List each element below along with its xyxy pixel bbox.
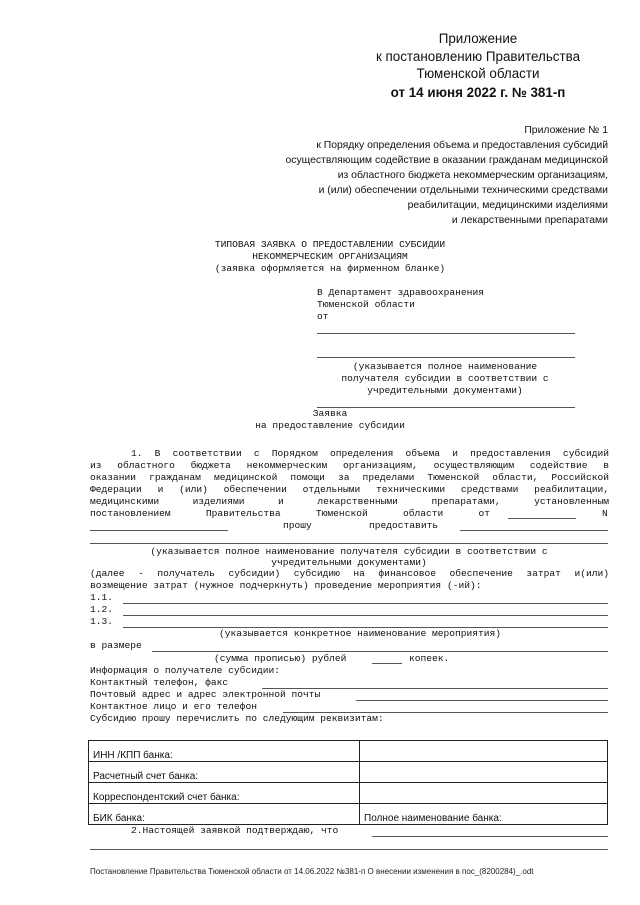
recipient-hint-2: учредительными документами) <box>271 557 427 568</box>
provide-word: предоставить <box>369 520 439 531</box>
request-subtitle: на предоставление субсидии <box>255 420 405 431</box>
addressee-dept: В Департамент здравоохранения <box>317 287 484 298</box>
para2-text: 2.Настоящей заявкой подтверждаю, что <box>131 825 339 836</box>
header-decree: к постановлению Правительства <box>375 49 581 64</box>
transfer-label: Субсидию прошу перечислить по следующим реквизитам: <box>90 713 384 724</box>
bank-details-table <box>88 740 608 825</box>
provide-field <box>460 530 608 531</box>
event-item-2: 1.2. <box>90 604 114 615</box>
address-field <box>356 700 608 701</box>
amount-hint: (сумма прописью) рублей <box>214 653 347 664</box>
event-item-3: 1.3. <box>90 616 114 627</box>
form-title-2: НЕКОММЕРЧЕСКИМ ОРГАНИЗАЦИЯМ <box>252 251 408 262</box>
para1-line: постановлением Правительства Тюменской области от <box>90 508 490 519</box>
para1-line: возмещение затрат (нужное подчеркнуть) проведение мероприятия (-ий): <box>90 580 482 591</box>
inn-label: ИНН /КПП банка: <box>89 741 360 762</box>
amount-field <box>152 651 608 652</box>
table-row <box>89 804 608 825</box>
para1-line: 1. В соответствии с Порядком определения объема и предоставления субсидий <box>131 448 609 459</box>
address-label: Почтовый адрес и адрес электронной почты <box>90 689 321 700</box>
event-field-2 <box>123 615 608 616</box>
header-region: Тюменской области <box>416 66 540 81</box>
addressee-hint: (указывается полное наименование <box>352 361 538 372</box>
table-row <box>89 762 608 783</box>
decree-number-field <box>90 530 228 531</box>
form-title: ТИПОВАЯ ЗАЯВКА О ПРЕДОСТАВЛЕНИИ СУБСИДИИ <box>214 239 446 250</box>
para1-line: оказании гражданам медицинской помощи за пределами Тюменской области, Российской <box>90 472 609 483</box>
event-item-1: 1.1. <box>90 592 114 603</box>
account-value <box>360 762 608 783</box>
event-hint: (указывается конкретное наименование мероприятия) <box>218 628 502 639</box>
addressee-hint-3: учредительными документами) <box>367 385 523 396</box>
event-field-1 <box>123 603 608 604</box>
corr-account-label: Корреспондентский счет банка: <box>89 783 360 804</box>
para1-line: из областного бюджета некоммерческим организациям, осуществляющим содействие в <box>90 460 609 471</box>
addressee-hint-2: получателя субсидии в соответствии с <box>341 373 549 384</box>
annex-line: осуществляющим содействие в оказании гражданам медицинской <box>285 155 608 166</box>
from-line-2 <box>317 357 575 358</box>
annex-line: из областного бюджета некоммерческим организациям, <box>337 170 608 181</box>
para1-line: Федерации и (или) обеспечении отдельными техническими средствами реабилитации, <box>90 484 609 495</box>
form-subtitle: (заявка оформляется на фирменном бланке) <box>214 263 446 274</box>
footer-filename: Постановление Правительства Тюменской области от 14.06.2022 №381-п О внесении изменения в пос_(8200284)_.odt <box>90 867 534 876</box>
corr-account-value <box>360 783 608 804</box>
bank-fullname-label: Полное наименование банка: <box>360 804 608 825</box>
request-word: прошу <box>283 520 312 531</box>
annex-line: и лекарственными препаратами <box>451 215 608 226</box>
para1-line: (далее - получатель субсидии) субсидию на финансовое обеспечение затрат и(или) <box>90 568 609 579</box>
table-row <box>89 783 608 804</box>
para2-field <box>372 836 608 837</box>
kopeks-field <box>372 663 402 664</box>
contact-label: Контактное лицо и его телефон <box>90 701 257 712</box>
addressee-region: Тюменской области <box>317 299 415 310</box>
annex-line: реабилитации, медицинскими изделиями <box>407 200 608 211</box>
para2-field-2 <box>90 849 608 850</box>
account-label: Расчетный счет банка: <box>89 762 360 783</box>
para1-line: медицинскими изделиями и лекарственными препаратами, установленным <box>90 496 609 507</box>
annex-line: и (или) обеспечении отдельными техническими средствами <box>318 185 608 196</box>
recipient-name-field <box>90 543 608 544</box>
from-line-1 <box>317 333 575 334</box>
inn-value <box>360 741 608 762</box>
number-sign: N <box>602 508 608 519</box>
addressee-from: от <box>317 311 329 322</box>
recipient-info-title: Информация о получателе субсидии: <box>90 665 280 676</box>
amount-label: в размере <box>90 640 142 651</box>
request-title: Заявка <box>312 408 348 419</box>
table-row <box>89 741 608 762</box>
header-date: от 14 июня 2022 г. № 381-п <box>390 85 566 100</box>
phone-label: Контактный телефон, факс <box>90 677 229 688</box>
header-appendix: Приложение <box>438 31 518 46</box>
annex-line: к Порядку определения объема и предоставления субсидий <box>316 140 608 151</box>
bik-label: БИК банка: <box>89 804 360 825</box>
recipient-hint: (указывается полное наименование получателя субсидии в соответствии с <box>150 546 548 557</box>
kopeks-label: копеек. <box>409 653 450 664</box>
decree-date-field <box>508 518 576 519</box>
annex-title: Приложение № 1 <box>524 125 608 136</box>
